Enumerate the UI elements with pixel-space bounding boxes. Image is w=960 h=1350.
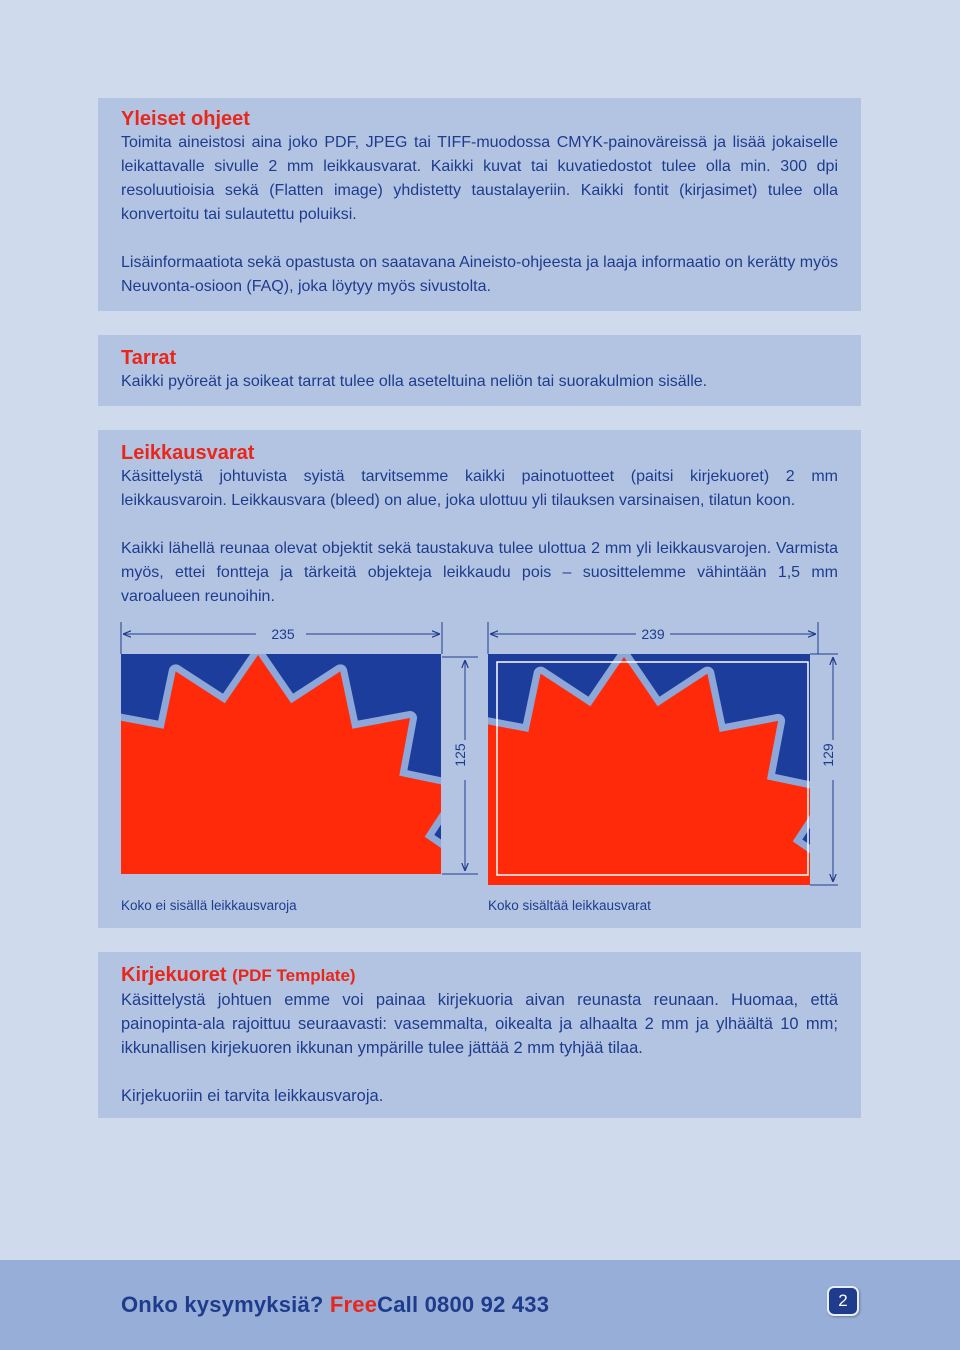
right-width-label: 239	[641, 626, 665, 642]
envelopes-no-bleed-text: Kirjekuoriin ei tarvita leikkausvaroja.	[121, 1087, 384, 1105]
footer-free: Free	[329, 1292, 378, 1317]
stickers-section	[98, 335, 861, 406]
envelopes-text: Käsittelystä johtuen emme voi painaa kirjekuoria aivan reunasta reunaan. Huomaa, että painopinta-ala rajoittuu seuraavasti: vasemmalta, oikealta ja alhaalta 2 mm ja ylhäältä 10 mm; ikkunallisen kirjekuoren ikkunan ympärille tulee jättää 2 mm tyhjää tilaa.	[121, 991, 838, 1057]
envelopes-section	[98, 952, 861, 1118]
right-diagram-caption: Koko sisältää leikkausvarat	[488, 898, 651, 913]
general-instructions-section	[98, 98, 861, 311]
left-height-label: 125	[452, 743, 468, 767]
bleed-text: Käsittelystä johtuvista syistä tarvitsemme kaikki painotuotteet (paitsi kirjekuoret) 2 mm leikkausvaroin. Leikkausvara (bleed) on alue, joka ulottuu yli tilauksen varsinaisen, tilatun koon.	[121, 468, 838, 509]
footer	[0, 1260, 960, 1350]
general-instructions-title: Yleiset ohjeet	[121, 108, 250, 130]
stickers-text: Kaikki pyöreät ja soikeat tarrat tulee olla aseteltuina neliön tai suorakulmion sisälle.	[121, 373, 708, 390]
right-height-label: 129	[820, 743, 836, 767]
general-instructions-text: Toimita aineistosi aina joko PDF, JPEG tai TIFF-muodossa CMYK-painoväreissä ja lisää jokaiselle leikattavalle sivulle 2 mm leikkausvarat. Kaikki kuvat tai kuvatiedostot tulee olla min. 300 dpi resoluutioisia sekä (Flatten image) yhdistetty taustalayeriin. Kaikki fontit (kirjasimet) tulee olla konvertoitu tai sulautettu poluiksi.	[121, 134, 838, 223]
envelopes-title	[121, 963, 838, 988]
page-number-badge: 2	[827, 1286, 859, 1316]
stickers-title: Tarrat	[121, 347, 177, 369]
left-width-label: 235	[271, 626, 295, 642]
right-size-diagram	[406, 622, 842, 920]
footer-question: Onko kysymyksiä?	[121, 1292, 330, 1317]
left-size-diagram	[98, 622, 478, 920]
general-info-text: Lisäinformaatiota sekä opastusta on saatavana Aineisto-ohjeesta ja laaja informaatio on kerätty myös Neuvonta-osioon (FAQ), joka löytyy myös sivustolta.	[121, 254, 838, 295]
envelopes-title-main: Kirjekuoret	[121, 964, 227, 986]
footer-call: Call 0800 92 433	[377, 1292, 550, 1317]
left-diagram-caption: Koko ei sisällä leikkausvaroja	[121, 898, 297, 913]
bleed-title: Leikkausvarat	[121, 442, 255, 464]
envelopes-title-sub: (PDF Template)	[232, 966, 356, 985]
bleed-objects-text: Kaikki lähellä reunaa olevat objektit sekä taustakuva tulee ulottua 2 mm yli leikkausvarojen. Varmista myös, ettei fontteja ja tärkeitä objekteja leikkaudu pois – suosittelemme vähintään 1,5 mm varoalueen reunoihin.	[121, 540, 838, 605]
footer-contact	[121, 1292, 549, 1318]
bleed-diagram	[98, 620, 861, 920]
bleed-section	[98, 430, 861, 928]
